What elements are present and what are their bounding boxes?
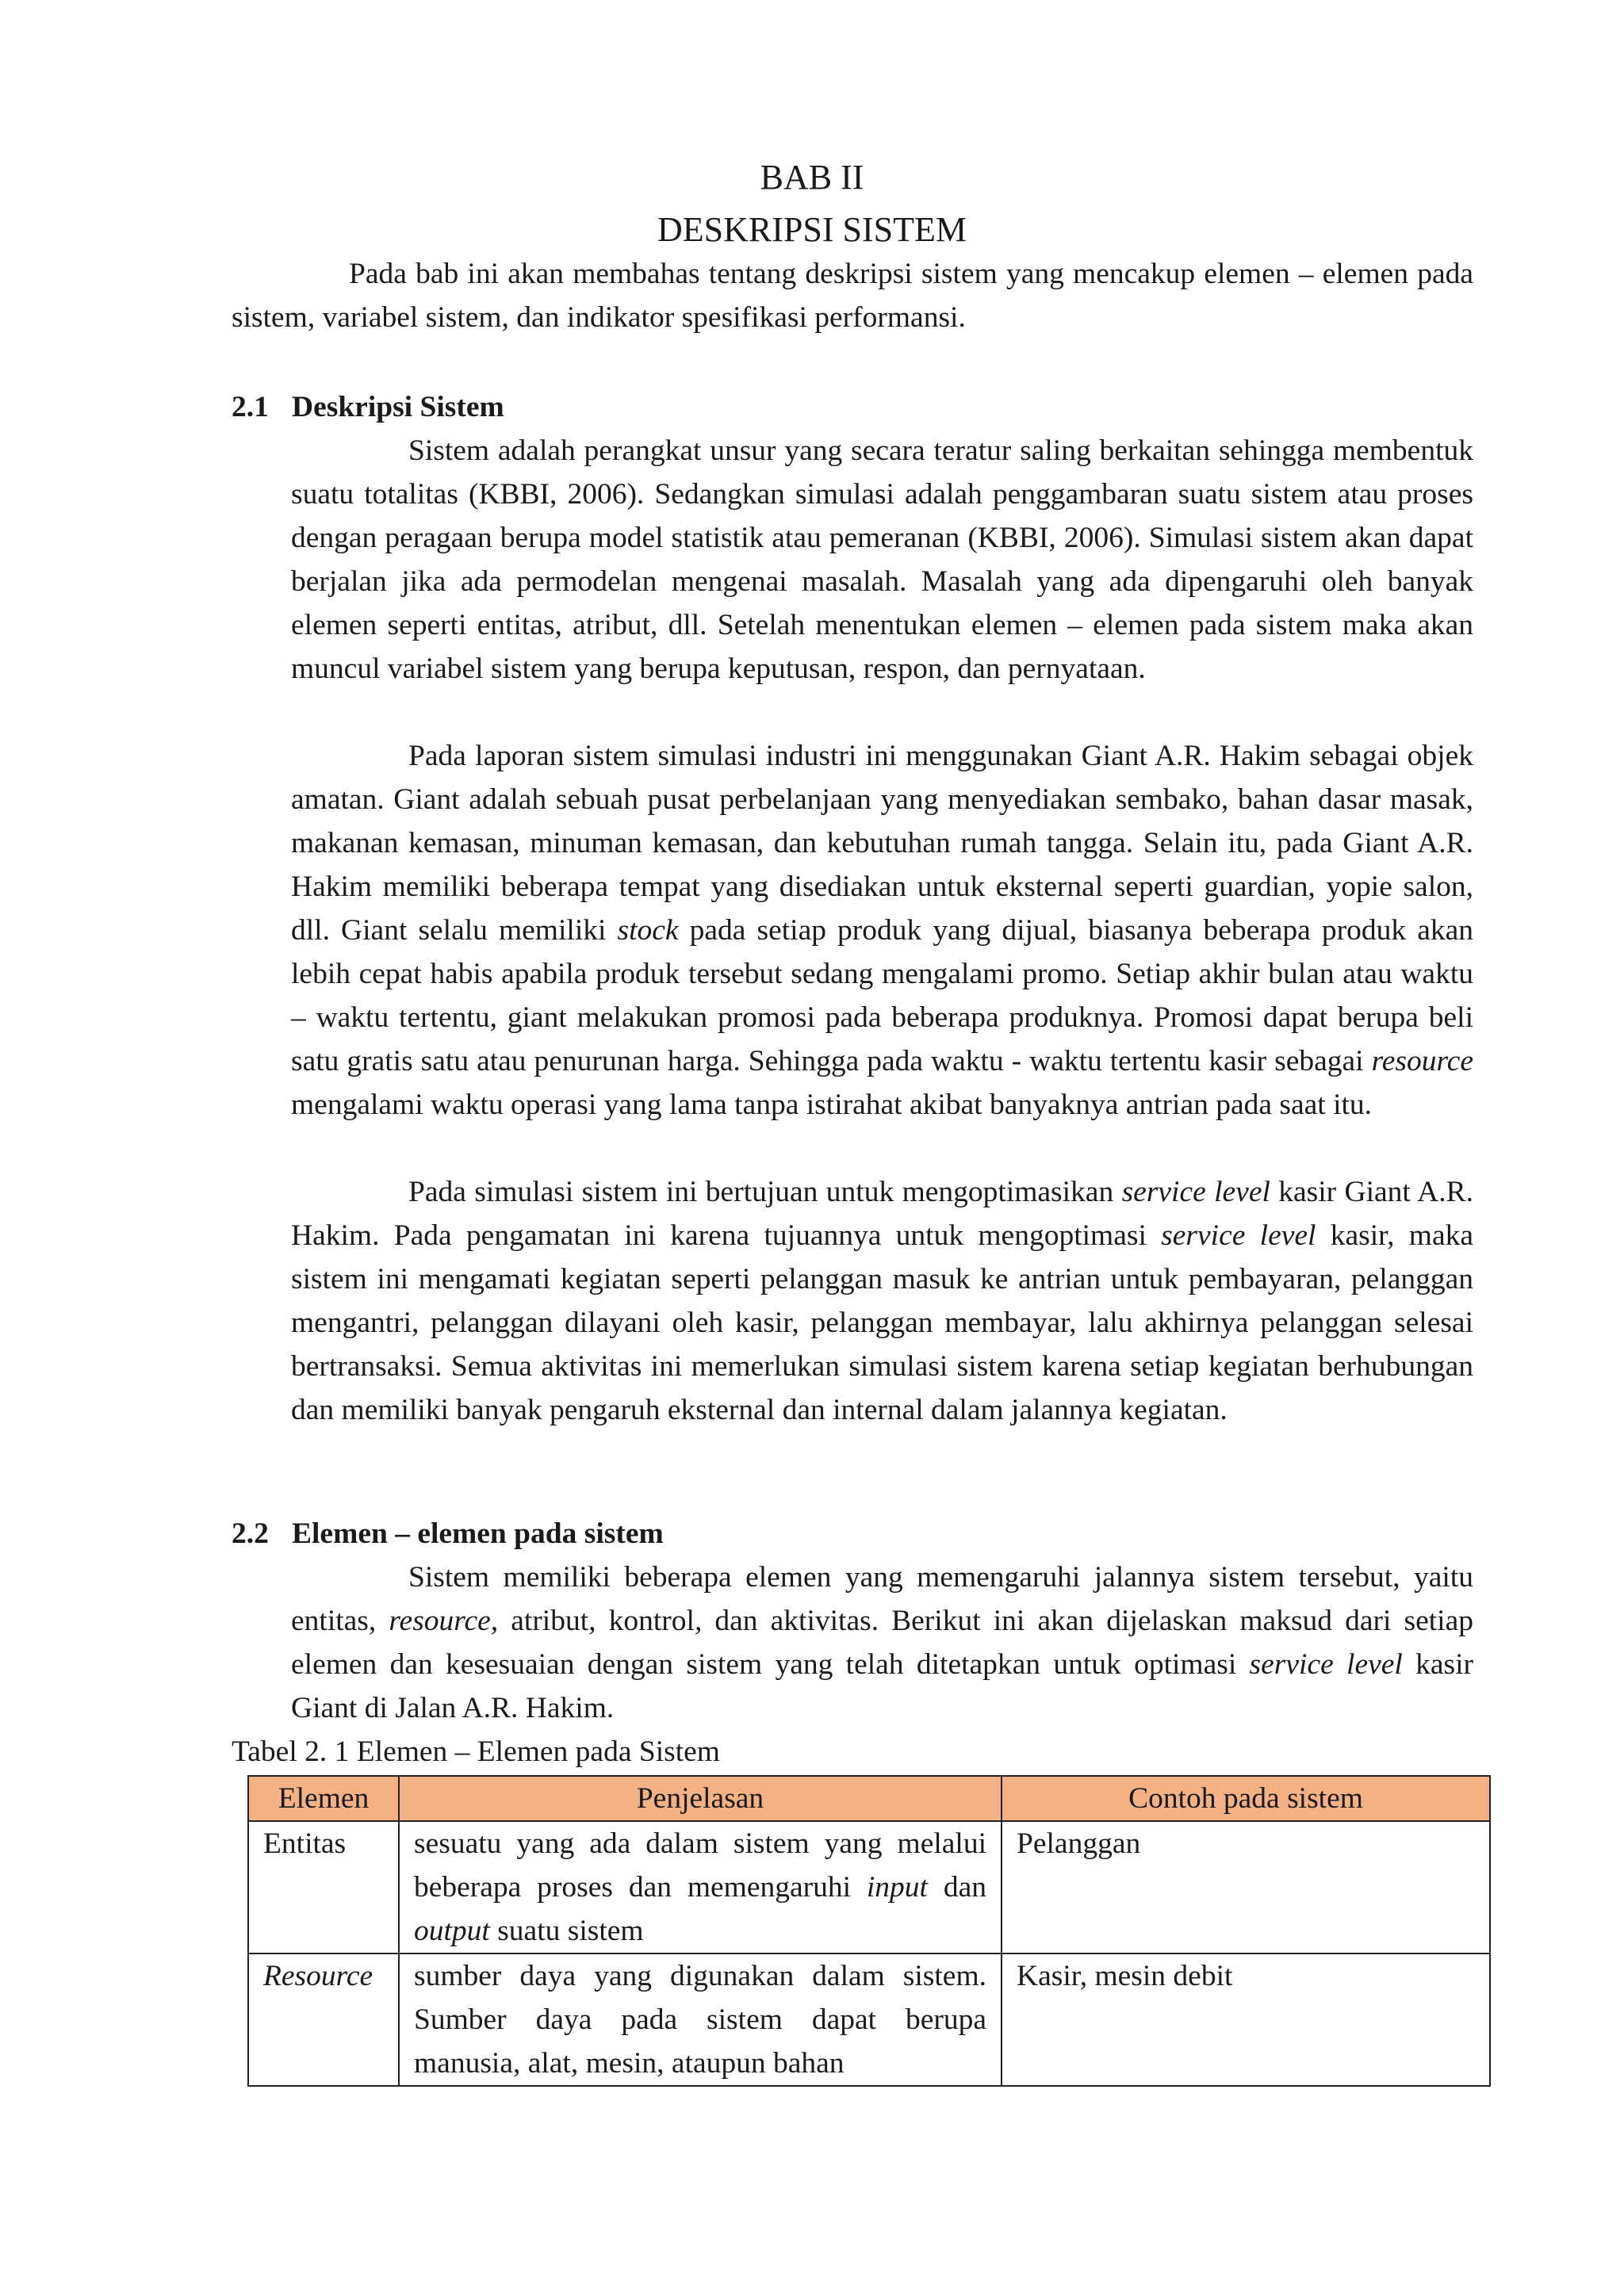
italic-term: , — [694, 1605, 703, 1637]
column-header-contoh: Contoh pada sistem — [1002, 1776, 1490, 1821]
chapter-title: DESKRIPSI SISTEM — [657, 210, 967, 249]
section-2-1-paragraph-2 — [291, 734, 1473, 1127]
cell-elemen — [248, 1954, 399, 2086]
section-title: Deskripsi Sistem — [292, 391, 504, 423]
cell-penjelasan — [399, 1821, 1002, 1954]
text-run: kasir Giant A.R. Hakim. Pada pengamatan ini karena tujuannya untuk mengoptimasi — [291, 1176, 1474, 1252]
text-run: suatu sistem — [489, 1915, 644, 1947]
italic-term: Resource — [263, 1960, 373, 1992]
text-run: dan — [927, 1871, 986, 1904]
italic-term: output — [414, 1915, 490, 1947]
table-header-row — [248, 1776, 1490, 1821]
section-heading-2-1 — [232, 385, 504, 429]
italic-term: resource, — [389, 1605, 499, 1637]
text-run: Sistem memiliki beberapa elemen yang memengaruhi jalannya sistem tersebut, yaitu entitas, — [291, 1561, 1473, 1637]
column-header-elemen: Elemen — [248, 1776, 399, 1821]
section-2-2-paragraph-1 — [291, 1556, 1473, 1730]
column-header-penjelasan: Penjelasan — [399, 1776, 1002, 1821]
section-2-1-paragraph-1: Sistem adalah perangkat unsur yang secara teratur saling berkaitan sehingga membentuk suatu totalitas (KBBI, 2006). Sedangkan simulasi adalah penggambaran suatu sistem atau proses dengan peragaan berupa model statistik atau pemeranan (KBBI, 2006). Simulasi sistem akan dapat berjalan jika ada permodelan mengenai masalah. Masalah yang ada dipengaruhi oleh banyak elemen seperti entitas, atribut, dll. Setelah menentukan elemen – elemen pada sistem maka akan muncul variabel sistem yang berupa keputusan, respon, dan pernyataan. — [291, 434, 1473, 685]
text-run: Pada simulasi sistem ini bertujuan untuk mengoptimasikan — [408, 1176, 1122, 1208]
cell-penjelasan: sumber daya yang digunakan dalam sistem. Sumber daya pada sistem dapat berupa manusia, alat, mesin, ataupun bahan — [399, 1954, 1002, 2086]
text-run: dan aktivitas. Berikut ini akan dijelaskan maksud dari setiap elemen dan kesesuaian dengan sistem yang telah ditetapkan untuk optimasi — [291, 1605, 1473, 1681]
italic-term: resource — [1371, 1045, 1473, 1077]
italic-term: service level — [1121, 1176, 1270, 1208]
text-run: kasir Giant di Jalan A.R. Hakim. — [291, 1648, 1474, 1724]
section-number: 2.2 — [232, 1517, 269, 1550]
table-row — [248, 1821, 1490, 1954]
section-heading-2-2 — [232, 1512, 664, 1556]
text-run: kasir, maka sistem ini mengamati kegiatan seperti pelanggan masuk ke antrian untuk pembayaran, pelanggan mengantri, pelanggan dilayani oleh kasir, pelanggan membayar, lalu akhirnya pelanggan selesai bertransaksi. Semua aktivitas ini memerlukan simulasi sistem karena setiap kegiatan berhubungan dan memiliki banyak pengaruh eksternal dan internal dalam jalannya kegiatan. — [291, 1219, 1474, 1426]
italic-term: service level — [1161, 1219, 1316, 1252]
table-caption: Tabel 2. 1 Elemen – Elemen pada Sistem — [232, 1735, 720, 1768]
cell-contoh: Pelanggan — [1002, 1821, 1490, 1954]
section-title: Elemen – elemen pada sistem — [292, 1517, 664, 1550]
text-run: mengalami waktu operasi yang lama tanpa istirahat akibat banyaknya antrian pada saat itu. — [291, 1089, 1373, 1121]
chapter-label: BAB II — [760, 158, 864, 197]
section-2-1-paragraph-3 — [291, 1170, 1473, 1432]
table-row — [248, 1954, 1490, 2086]
italic-term: stock — [617, 914, 679, 947]
italic-term: input — [866, 1871, 928, 1904]
text-run: atribut, kontrol — [498, 1605, 695, 1637]
cell-elemen: Entitas — [248, 1821, 399, 1954]
text-run: pada setiap produk yang dijual, biasanya beberapa produk akan lebih cepat habis apabila produk tersebut sedang mengalami promo. Setiap akhir bulan atau waktu – waktu tertentu, giant melakukan promosi pada beberapa produknya. Promosi dapat berupa beli satu gratis satu atau penurunan harga. Sehingga pada waktu - waktu tertentu kasir sebagai — [291, 914, 1473, 1077]
text-run: sesuatu yang ada dalam sistem yang melalui beberapa proses dan memengaruhi — [414, 1827, 986, 1904]
intro-paragraph: Pada bab ini akan membahas tentang deskripsi sistem yang mencakup elemen – elemen pada sistem, variabel sistem, dan indikator spesifikasi performansi. — [232, 258, 1473, 334]
cell-contoh: Kasir, mesin debit — [1002, 1954, 1490, 2086]
italic-term: service level — [1249, 1648, 1403, 1681]
text-run: Pada laporan sistem simulasi industri ini menggunakan Giant A.R. Hakim sebagai objek amatan. Giant adalah sebuah pusat perbelanjaan yang menyediakan sembako, bahan dasar masak, makanan kemasan, minuman kemasan, dan kebutuhan rumah tangga. Selain itu, pada Giant A.R. Hakim memiliki beberapa tempat yang disediakan untuk eksternal seperti guardian, yopie salon, dll. Giant selalu memiliki — [291, 740, 1473, 947]
section-number: 2.1 — [232, 391, 269, 423]
elements-table — [247, 1775, 1491, 2087]
